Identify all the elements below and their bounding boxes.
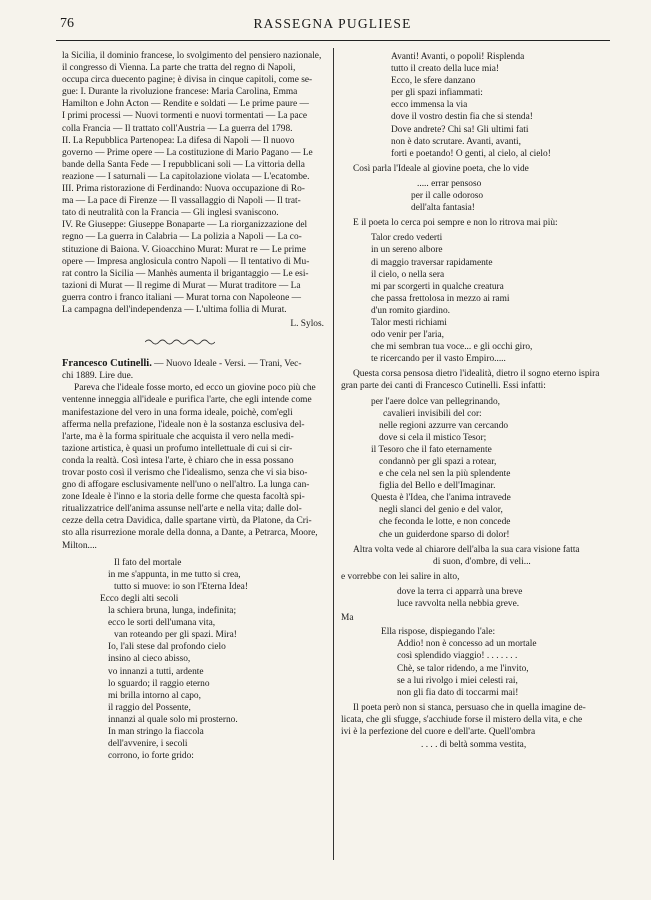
- verse-line: forti e poetando! O genti, al cielo, al cielo!: [391, 148, 551, 159]
- signature: L. Sylos.: [290, 319, 324, 330]
- verse-line: odo venir per l'aria,: [371, 330, 445, 341]
- verse-line: Ecco, le sfere danzano: [391, 76, 476, 87]
- poem-block: [341, 232, 606, 365]
- verse-line: non gli fia dato di toccarmi mai!: [397, 687, 519, 698]
- verse-line: mi brilla intorno al capo,: [108, 690, 201, 701]
- poem-block: [341, 586, 606, 610]
- prose-line: di suon, d'ombre, di veli...: [433, 556, 531, 567]
- text-line: ma — La pace di Firenze — Il vassallaggio di Napoli — Il trat-: [62, 196, 301, 207]
- verse-line: vo innanzi a tutti, ardente: [108, 666, 204, 677]
- verse-line: ecco immensa la via: [391, 100, 468, 111]
- text-line: III. Prima ristorazione di Ferdinando: Nuova occupazione di Ro-: [62, 184, 305, 195]
- text-line: La campagna dell'independenza — L'ultima follia di Murat.: [62, 304, 287, 315]
- poem-block: [341, 626, 606, 699]
- left-column: [62, 50, 324, 763]
- verse-line: di maggio traversar rapidamente: [371, 257, 493, 268]
- prose-line: Ma: [341, 613, 354, 624]
- prose-paragraph: [341, 544, 606, 568]
- text-line: colla Francia — Il trattato coll'Austria — La guerra del 1798.: [62, 123, 293, 134]
- text-line: il congresso di Vienna. La parte che tratta del regno di Napoli,: [62, 63, 296, 74]
- verse-line: negli slanci del genio e del valor,: [379, 505, 503, 516]
- prose-paragraph: [341, 368, 606, 392]
- prose-line: Altra volta vede al chiarore dell'alba la sua cara visione fatta: [353, 544, 580, 555]
- text-line: zone Ideale è l'inno e la storia delle forme che questa facoltà spi-: [62, 492, 305, 503]
- prose-line: licata, che gli sfugge, s'acchiude forse il mistero della vita, e che: [341, 714, 583, 725]
- verse-line: che passa frettolosa in mezzo ai rami: [371, 293, 510, 304]
- text-line: afferma nella prefazione, l'ideale non è la sostanza esclusiva del-: [62, 419, 305, 430]
- text-line: governo — Prime opere — La costituzione di Mario Pagano — Le: [62, 147, 313, 158]
- prose-line: gran parte dei canti di Francesco Cutinelli. Essi infatti:: [341, 381, 546, 392]
- verse-line: Chè, se talor ridendo, a me l'invito,: [397, 663, 529, 674]
- review-heading: [62, 358, 324, 370]
- text-line: Pareva che l'ideale fosse morto, ed ecco un giovine poco più che: [74, 383, 316, 394]
- prose-line: Così parla l'Ideale al giovine poeta, che lo vide: [353, 163, 529, 174]
- verse-line: luce ravvolta nella nebbia greve.: [397, 599, 520, 610]
- verse-line: figlia del Bello e dell'Imaginar.: [379, 481, 496, 492]
- text-line: tato di neutralità con la Francia — Gli inglesi svaniscono.: [62, 208, 279, 219]
- right-column: [341, 50, 606, 752]
- text-line: gue: I. Durante la rivoluzione francese: Maria Carolina, Emma: [62, 87, 298, 98]
- verse-line: per gli spazi infiammati:: [391, 88, 483, 99]
- text-line: occupa circa duecento pagine; è divisa in cinque capitoli, come se-: [62, 75, 313, 86]
- verse-line: Dove andrete? Chi sa! Gli ultimi fati: [391, 124, 529, 135]
- verse-line: Io, l'ali stese dal profondo cielo: [108, 642, 226, 653]
- text-line: cezze della cetra Davidica, dalle spartane virtù, da Platone, da Cri-: [62, 516, 312, 527]
- verse-line: d'un romito giardino.: [371, 305, 451, 316]
- text-line: opere — Impresa anglosicula contro Napoli — Il tentativo di Mu-: [62, 256, 310, 267]
- text-line: ritualizzatrice dell'anima assunse nell'arte e nella vita; dalle dol-: [62, 504, 302, 515]
- text-line: conda la realtà. Così intesa l'arte, è chiaro che in essa possano: [62, 455, 294, 466]
- verse-line: insino al cieco abisso,: [108, 654, 191, 665]
- verse-line: condannò per gli spazi a rotear,: [379, 457, 497, 467]
- verse-line: se a lui rivolgo i miei celesti rai,: [397, 675, 518, 686]
- text-line: manifestazione del vero in una forma ideale, poichè, com'egli: [62, 407, 293, 418]
- verse-line: la schiera bruna, lunga, indefinita;: [108, 606, 237, 617]
- page-number: 76: [60, 16, 74, 31]
- header-rule: [56, 40, 610, 41]
- verse-line: che un guiderdone sparso di dolor!: [379, 529, 510, 540]
- poem-block: [341, 739, 606, 751]
- prose-line: E il poeta lo cerca poi sempre e non lo ritrova mai più:: [353, 218, 558, 229]
- text-line: Hamilton e John Acton — Rendite e soldati — Le prime paure —: [62, 99, 309, 110]
- verse-line: cavalieri invisibili del cor:: [383, 408, 482, 419]
- wavy-rule-icon: [145, 338, 215, 346]
- text-line: reazione — I saturnali — La capitolazione violata — L'ecatombe.: [62, 171, 310, 182]
- verse-line: il cielo, o nella sera: [371, 269, 445, 280]
- prose-line: e vorrebbe con lei salire in alto,: [341, 571, 460, 582]
- intro-paragraph: [62, 50, 324, 316]
- verse-line: Ella rispose, dispiegando l'ale:: [381, 627, 496, 638]
- verse-line: In man stringo la fiaccola: [108, 726, 204, 737]
- text-line: IV. Re Giuseppe: Giuseppe Bonaparte — La riorganizzazione del: [62, 220, 308, 231]
- text-line: tazioni di Murat — Il regime di Murat — Murat traditore — La: [62, 280, 301, 291]
- verse-line: . . . . di beltà somma vestita,: [421, 740, 527, 751]
- verse-line: innanzi al quale solo mi prosterno.: [108, 714, 238, 725]
- verse-line: Questa è l'Idea, che l'anima intravede: [371, 493, 511, 504]
- verse-line: che mi sembran tua voce... e gli occhi giro,: [371, 342, 533, 353]
- verse-line: ecco le sorti dell'umana vita,: [108, 618, 216, 629]
- verse-line: mi par scorgerti in qualche creatura: [371, 281, 504, 292]
- verse-line: tutto il creato della luce mia!: [391, 64, 500, 75]
- prose-line: ivi è la perfezione del cuore e dell'arte. Quell'ombra: [341, 726, 536, 737]
- verse-line: Ecco degli alti secoli: [100, 593, 179, 604]
- verse-line: in me s'appunta, in me tutto si crea,: [108, 569, 241, 580]
- text-line: ventenne inneggia all'ideale e purifica l'arte, che egli intende come: [62, 395, 312, 406]
- review-section: [62, 358, 324, 552]
- poem-block: [341, 396, 606, 541]
- text-line: gno di affogare esclusivamente nell'uno o nell'altro. La lunga can-: [62, 480, 310, 491]
- verse-line: Talor mesti richiami: [371, 317, 447, 328]
- verse-line: dell'alta fantasia!: [411, 203, 475, 214]
- verse-line: il Tesoro che il fato eternamente: [371, 444, 492, 455]
- text-line: Milton....: [62, 540, 97, 551]
- text-line: regno — La guerra in Calabria — La polizia a Napoli — La co-: [62, 232, 302, 243]
- text-line: l'arte, ma è la forma spirituale che acquista il vero nella medi-: [62, 431, 294, 442]
- text-line: chi 1889. Lire due.: [62, 371, 134, 382]
- verse-line: ..... errar pensoso: [417, 178, 482, 189]
- text-line: sto alla risurrezione morale della donna, a Dante, a Petrarca, Moore,: [62, 528, 318, 539]
- journal-title: RASSEGNA PUGLIESE: [253, 16, 412, 31]
- verse-line: lo sguardo; il raggio eterno: [108, 678, 210, 689]
- text-line: bande della Santa Fede — I repubblicani soli — La vittoria della: [62, 159, 305, 170]
- verse-line: in un sereno albore: [371, 245, 443, 256]
- text-line: I primi processi — Nuovi tormenti e nuovi tormentati — La pace: [62, 111, 307, 122]
- text-line: II. La Repubblica Partenopea: La difesa di Napoli — Il nuovo: [62, 135, 295, 146]
- review-title: Francesco Cutinelli.: [62, 358, 152, 370]
- verse-line: per l'aere dolce van pellegrinando,: [371, 396, 500, 407]
- verse-line: Addio! non è concesso ad un mortale: [397, 639, 537, 650]
- verse-line: dove la terra ci apparrà una breve: [397, 586, 523, 597]
- column-divider: [333, 48, 334, 860]
- verse-line: che feconda le lotte, e non concede: [379, 517, 511, 528]
- verse-line: te ricercando per il vasto Empiro.....: [371, 354, 506, 365]
- section-separator: [62, 334, 324, 352]
- verse-line: Avanti! Avanti, o popoli! Risplenda: [391, 52, 525, 62]
- verse-line: van roteando per gli spazi. Mira!: [114, 630, 237, 641]
- verse-line: Talor credo vederti: [371, 233, 443, 244]
- review-subtitle: — Nuovo Ideale - Versi. — Trani, Vec-: [154, 359, 302, 370]
- verse-line: corrono, io forte grido:: [108, 751, 194, 762]
- text-line: guerra contro i franco italiani — Murat torna con Napoleone —: [62, 292, 301, 303]
- verse-line: non è dato scrutare. Avanti, avanti,: [391, 136, 521, 147]
- verse-line: Il fato del mortale: [114, 557, 182, 568]
- verse-line: dell'avvenire, i secoli: [108, 739, 188, 750]
- verse-line: e che cela nel sen la più splendente: [379, 469, 511, 480]
- page-header: [60, 16, 605, 38]
- text-line: rat contro la Sicilia — Manhès aumenta il brigantaggio — Le esi-: [62, 268, 309, 279]
- verse-line: il raggio del Possente,: [108, 702, 191, 713]
- verse-line: per il calle odoroso: [411, 191, 484, 202]
- verse-line: dove si cela il mistico Tesor;: [379, 432, 487, 443]
- verse-line: così splendido viaggio! . . . . . . .: [397, 651, 518, 662]
- text-line: trovar posto così il verismo che l'idealismo, senza che vi sia biso-: [62, 468, 308, 478]
- verse-line: nelle regioni azzurre van cercando: [379, 420, 509, 431]
- text-line: stituzione di Baiona. V. Gioacchino Murat: Murat re — Le prime: [62, 244, 306, 255]
- text-line: la Sicilia, il dominio francese, lo svolgimento del pensiero nazionale,: [62, 51, 322, 61]
- text-line: tazione artistica, è quasi un profumo intellettuale di cui si cir-: [62, 443, 293, 454]
- poem-block: [62, 557, 324, 763]
- prose-line: Il poeta però non si stanca, persuaso che in quella imagine de-: [353, 702, 586, 713]
- poem-block: [341, 178, 606, 214]
- prose-line: Questa corsa pensosa dietro l'idealità, dietro il sogno eterno ispira: [353, 369, 600, 380]
- prose-paragraph: [341, 702, 606, 738]
- verse-line: tutto si muove: io son l'Eterna Idea!: [114, 581, 248, 592]
- verse-line: dove il vostro destin fia che si stenda!: [391, 112, 533, 123]
- poem-block: [341, 51, 606, 160]
